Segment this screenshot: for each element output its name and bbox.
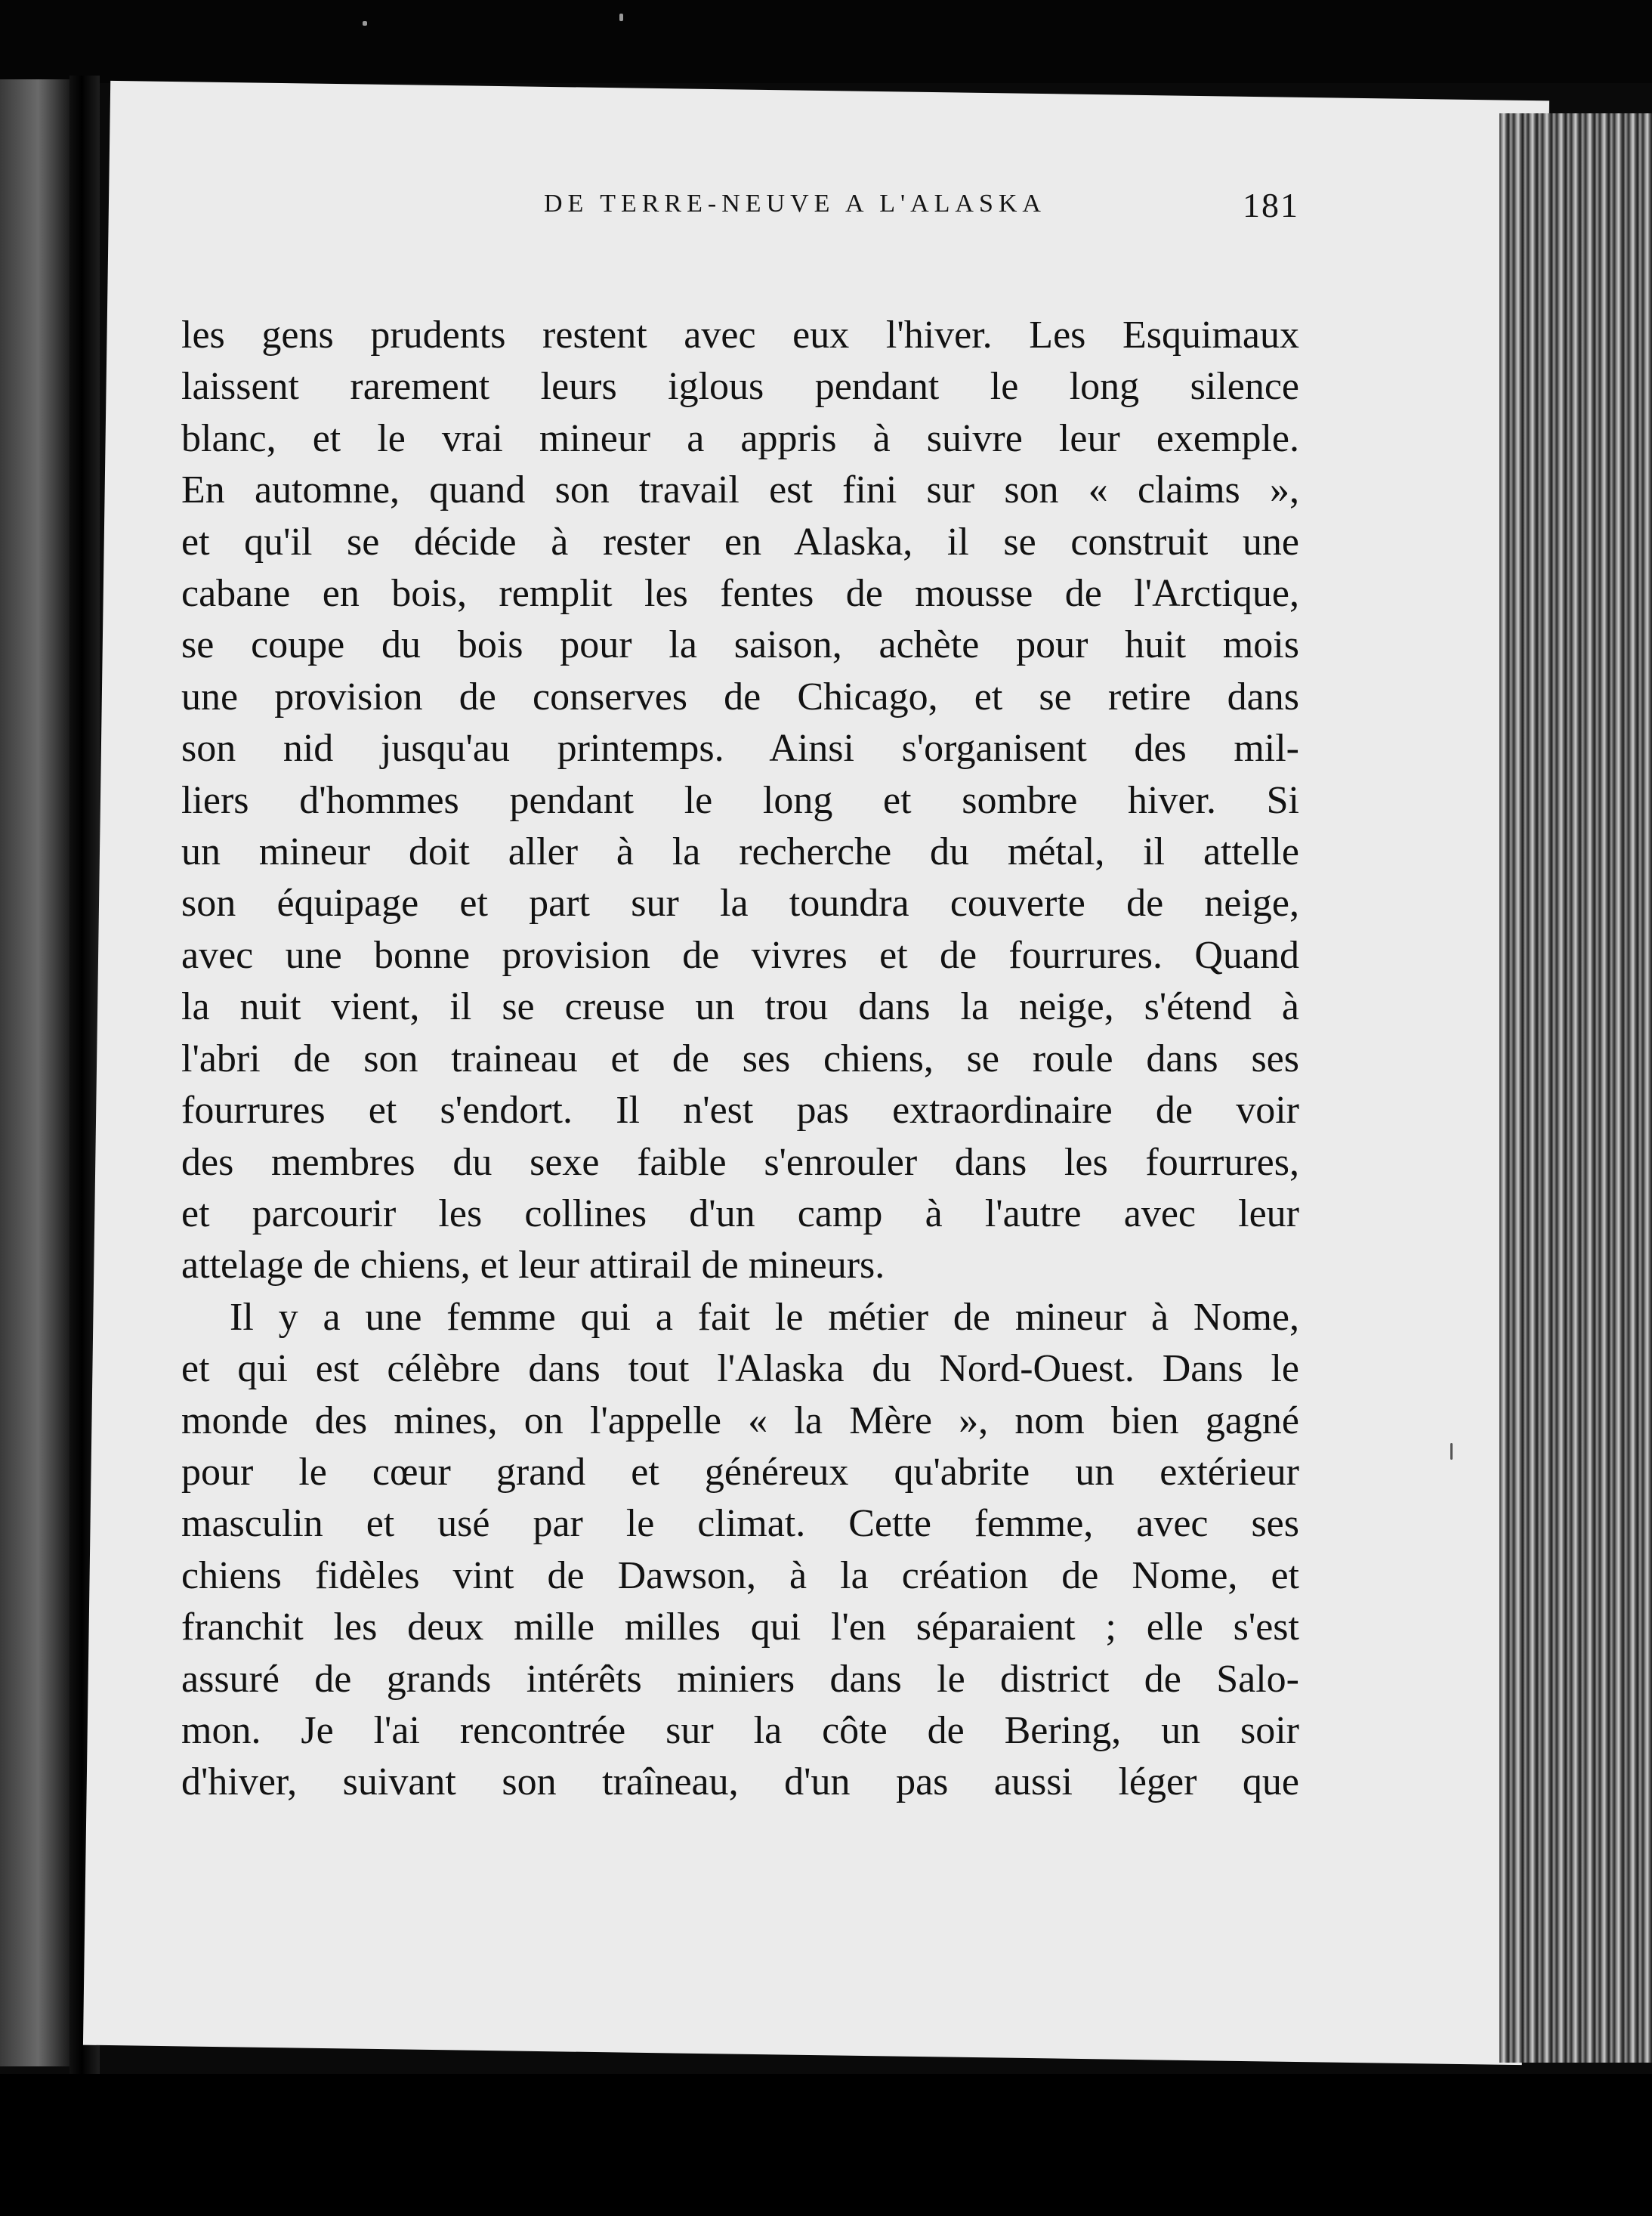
text-line: et parcourir les collines d'un camp à l'autre avec leur [181,1191,1299,1235]
dust-speck [363,21,367,26]
text-line: avec une bonne provision de vivres et de fourrures. Quand [181,933,1299,977]
text-line: pour le cœur grand et généreux qu'abrite un extérieur [181,1450,1299,1494]
text-line: la nuit vient, il se creuse un trou dans la neige, s'étend à [181,985,1299,1029]
running-title: DE TERRE-NEUVE A L'ALASKA [544,190,1046,218]
text-line: l'abri de son traineau et de ses chiens, se roule dans ses [181,1037,1299,1080]
page-stack-edge [1499,113,1652,2063]
text-line: Il y a une femme qui a fait le métier de mineur à Nome, [230,1295,1299,1339]
text-line: assuré de grands intérêts miniers dans le district de Salo- [181,1657,1299,1701]
text-line: laissent rarement leurs iglous pendant le long silence [181,365,1299,409]
body-text [181,310,1299,1809]
dust-speck [1450,1443,1453,1460]
text-line: fourrures et s'endort. Il n'est pas extraordinaire de voir [181,1089,1299,1133]
text-line: et qu'il se décide à rester en Alaska, il se construit une [181,520,1299,564]
text-line: et qui est célèbre dans tout l'Alaska du Nord-Ouest. Dans le [181,1347,1299,1391]
text-line: cabane en bois, remplit les fentes de mousse de l'Arctique, [181,572,1299,616]
text-line: son nid jusqu'au printemps. Ainsi s'organisent des mil- [181,727,1299,771]
text-line: des membres du sexe faible s'enrouler dans les fourrures, [181,1140,1299,1184]
text-line: une provision de conserves de Chicago, et se retire dans [181,675,1299,719]
text-line: monde des mines, on l'appelle « la Mère », nom bien gagné [181,1399,1299,1442]
text-line: son équipage et part sur la toundra couverte de neige, [181,882,1299,926]
text-line: franchit les deux mille milles qui l'en séparaient ; elle s'est [181,1606,1299,1649]
text-line: liers d'hommes pendant le long et sombre hiver. Si [181,778,1299,822]
text-line: masculin et usé par le climat. Cette femme, avec ses [181,1502,1299,1546]
page-header [189,185,1299,238]
text-line: chiens fidèles vint de Dawson, à la création de Nome, et [181,1553,1299,1597]
previous-page-edge [0,79,69,2066]
text-line: se coupe du bois pour la saison, achète pour huit mois [181,623,1299,667]
text-line: les gens prudents restent avec eux l'hiver. Les Esquimaux [181,314,1299,357]
scan-bottom-shadow [0,2074,1652,2216]
dust-speck [619,14,623,21]
text-line: blanc, et le vrai mineur a appris à suivre leur exemple. [181,416,1299,460]
text-line: attelage de chiens, et leur attirail de mineurs. [181,1244,885,1287]
text-line: d'hiver, suivant son traîneau, d'un pas aussi léger que [181,1760,1299,1804]
text-line: En automne, quand son travail est fini sur son « claims », [181,468,1299,512]
text-line: mon. Je l'ai rencontrée sur la côte de Bering, un soir [181,1708,1299,1752]
text-line: un mineur doit aller à la recherche du métal, il attelle [181,830,1299,874]
scan-top-shadow [0,0,1652,83]
page-number: 181 [1243,186,1299,224]
